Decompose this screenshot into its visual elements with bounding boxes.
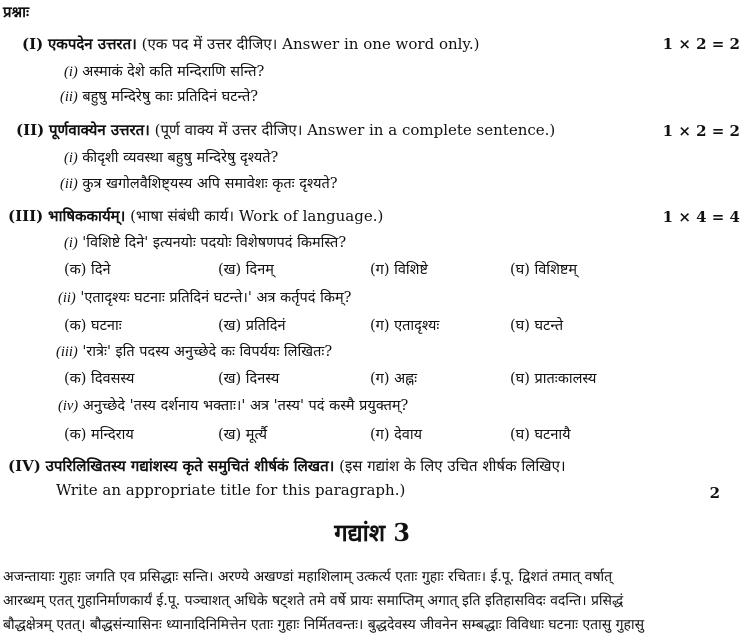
question-4-instruction-line-2: Write an appropriate title for this paragraph.) [56,481,406,499]
option-c[interactable]: (ग) विशिष्टे [370,262,428,278]
question-2-item-1 [64,147,278,167]
passage-line-2: आरब्धम् एतत् गुहानिर्माणकार्यं ई.पू. पञ्चाशत् अधिके षट्शते तमे वर्षे प्रायः समाप्तिम् अगात् इति इतिहासविदः वदन्ति। प्रसिद्धं [3,593,624,609]
item-text: कुत्र खगोलवैशिष्ट्यस्य अपि समावेशः कृतः दृश्यते? [82,176,338,192]
item-number: (ii) [60,89,78,105]
question-2-score: 1 × 2 = 2 [662,122,740,140]
item-text: कीदृशी व्यवस्था बहुषु मन्दिरेषु दृश्यते? [82,150,279,166]
item-number: (ii) [60,176,78,192]
option-a[interactable]: (क) दिवसस्य [64,371,135,387]
item-number: (i) [64,235,78,251]
option-d[interactable]: (घ) घटनायै [510,427,571,443]
question-1-item-2 [60,86,258,106]
question-3-item-2 [58,287,351,307]
question-instruction: (इस गद्यांश के लिए उचित शीर्षक लिखिए। [339,457,566,475]
question-1-header [22,34,480,54]
question-4-score: 2 [709,484,720,502]
question-2-item-2 [60,173,338,193]
option-b[interactable]: (ख) मूर्त्यै [218,427,268,443]
option-b[interactable]: (ख) दिनम् [218,262,274,278]
option-d[interactable]: (घ) घटन्ते [510,318,564,334]
item-number: (ii) [58,290,76,306]
item-text: 'रात्रेः' इति पदस्य अनुच्छेदे कः विपर्ययः लिखितः? [82,344,333,360]
question-instruction: (भाषा संबंधी कार्य। Work of language.) [130,207,384,225]
item-text: अस्माकं देशे कति मन्दिराणि सन्ति? [82,64,265,80]
question-3-header [8,206,383,226]
option-c[interactable]: (ग) देवाय [370,427,423,443]
question-3-item-1 [64,232,346,252]
question-number: (IV) [8,457,41,475]
section-label: प्रश्नाः [3,3,30,21]
question-1-item-1 [64,61,264,81]
question-3-item-3 [56,341,332,361]
option-b[interactable]: (ख) दिनस्य [218,371,280,387]
item-text: 'विशिष्टे दिने' इत्यनयोः पदयोः विशेषणपदं किमस्ति? [82,235,347,251]
option-d[interactable]: (घ) विशिष्टम् [510,262,578,278]
question-number: (III) [8,207,44,225]
item-number: (iv) [58,398,79,414]
question-title: पूर्णवाक्येन उत्तरत। [49,121,150,139]
question-1-score: 1 × 2 = 2 [662,35,740,53]
question-4-header [8,456,566,476]
item-text: अनुच्छेदे 'तस्य दर्शनाय भक्ताः।' अत्र 'तस्य' पदं कस्मै प्रयुक्तम्? [82,398,409,414]
question-title: भाषिककार्यम्। [48,207,126,225]
option-c[interactable]: (ग) अह्नः [370,371,418,387]
question-3-item-4 [58,395,408,415]
question-number: (II) [16,121,45,139]
item-number: (iii) [56,344,78,360]
passage-heading: गद्यांश 3 [334,518,411,547]
option-a[interactable]: (क) घटनाः [64,318,122,334]
item-number: (i) [64,150,78,166]
question-title: एकपदेन उत्तरत। [48,35,137,53]
passage-line-1: अजन्तायाः गुहाः जगति एव प्रसिद्धाः सन्ति। अरण्ये अखण्डां महाशिलाम् उत्कर्त्य एताः गुहाः रचिताः। ई.पू. द्विशतं तमात् वर्षात् [3,569,613,585]
question-instruction: (एक पद में उत्तर दीजिए। Answer in one word only.) [141,35,480,53]
question-2-header [16,120,555,140]
question-instruction: (पूर्ण वाक्य में उत्तर दीजिए। Answer in a complete sentence.) [154,121,556,139]
item-text: 'एतादृश्यः घटनाः प्रतिदिनं घटन्ते।' अत्र कर्तृपदं किम्? [80,290,352,306]
option-b[interactable]: (ख) प्रतिदिनं [218,318,286,334]
question-3-score: 1 × 4 = 4 [662,208,740,226]
item-text: बहुषु मन्दिरेषु काः प्रतिदिनं घटन्ते? [82,89,259,105]
item-number: (i) [64,64,78,80]
option-a[interactable]: (क) मन्दिराय [64,427,134,443]
option-a[interactable]: (क) दिने [64,262,111,278]
option-c[interactable]: (ग) एतादृश्यः [370,318,440,334]
option-d[interactable]: (घ) प्रातःकालस्य [510,371,597,387]
passage-line-3: बौद्धक्षेत्रम् एतत्। बौद्धसंन्यासिनः ध्यानादिनिमित्तेन एताः गुहाः निर्मितवन्तः। बुद्धदेवस्य जीवनेन सम्बद्धाः विविधाः घटनाः एतासु गुहासु [3,617,645,633]
question-number: (I) [22,35,44,53]
question-title: उपरिलिखितस्य गद्यांशस्य कृते समुचितं शीर्षकं लिखत। [45,457,335,475]
